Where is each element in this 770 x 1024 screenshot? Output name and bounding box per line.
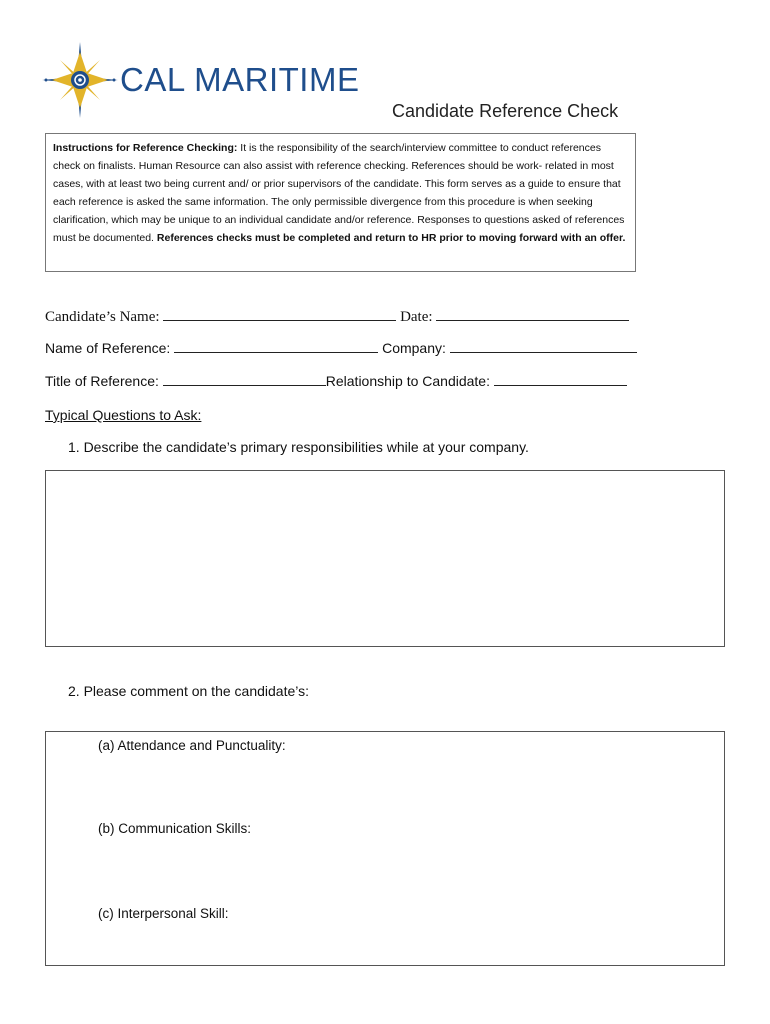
document-title: Candidate Reference Check: [392, 101, 619, 121]
reference-name-label: Name of Reference:: [45, 340, 171, 356]
communication-label: (b) Communication Skills:: [98, 821, 252, 836]
reference-name-field[interactable]: [174, 338, 378, 353]
question-1-answer-box[interactable]: [45, 470, 725, 647]
reference-title-label: Title of Reference:: [45, 373, 159, 389]
relationship-field[interactable]: [494, 371, 627, 386]
interpersonal-label: (c) Interpersonal Skill:: [98, 906, 229, 921]
instructions-label: Instructions for Reference Checking:: [53, 142, 238, 154]
question-2-answer-box[interactable]: [45, 731, 725, 966]
candidate-name-row: [45, 306, 629, 327]
attendance-label: (a) Attendance and Punctuality:: [98, 738, 286, 753]
instructions-emphasis: References checks must be completed and return to HR prior to moving forward with an offer.: [156, 232, 626, 244]
date-label: Date:: [400, 309, 433, 325]
instructions-box: [45, 133, 636, 272]
reference-name-row: [45, 338, 637, 358]
reference-title-field[interactable]: [163, 371, 326, 386]
question-1: 1. Describe the candidate’s primary responsibilities while at your company.: [68, 439, 529, 455]
company-label: Company:: [382, 340, 446, 356]
question-2: 2. Please comment on the candidate’s:: [68, 683, 310, 699]
company-field[interactable]: [450, 338, 637, 353]
candidate-name-field[interactable]: [163, 306, 396, 321]
cal-maritime-logo-icon: [42, 42, 118, 118]
date-field[interactable]: [436, 306, 629, 321]
relationship-label: Relationship to Candidate:: [325, 373, 490, 389]
questions-heading: Typical Questions to Ask:: [45, 407, 202, 423]
instructions-body: It is the responsibility of the search/interview committee to conduct references check on finalists. Human Resource can also assist with reference checking. References should be work- related in most cases, with at least two being current and/ or prior supervisors of the candidate. This form serves as a guide to ensure that each reference is asked the same information. The only permissible divergence from this procedure is when seeking clarification, which may be unique to an individual candidate and/or reference. Responses to questions asked of references must be documented.: [53, 142, 625, 244]
candidate-name-label: Candidate’s Name:: [45, 309, 160, 325]
logo-wordmark: CAL MARITIME: [120, 61, 360, 98]
reference-title-row: [45, 371, 627, 391]
